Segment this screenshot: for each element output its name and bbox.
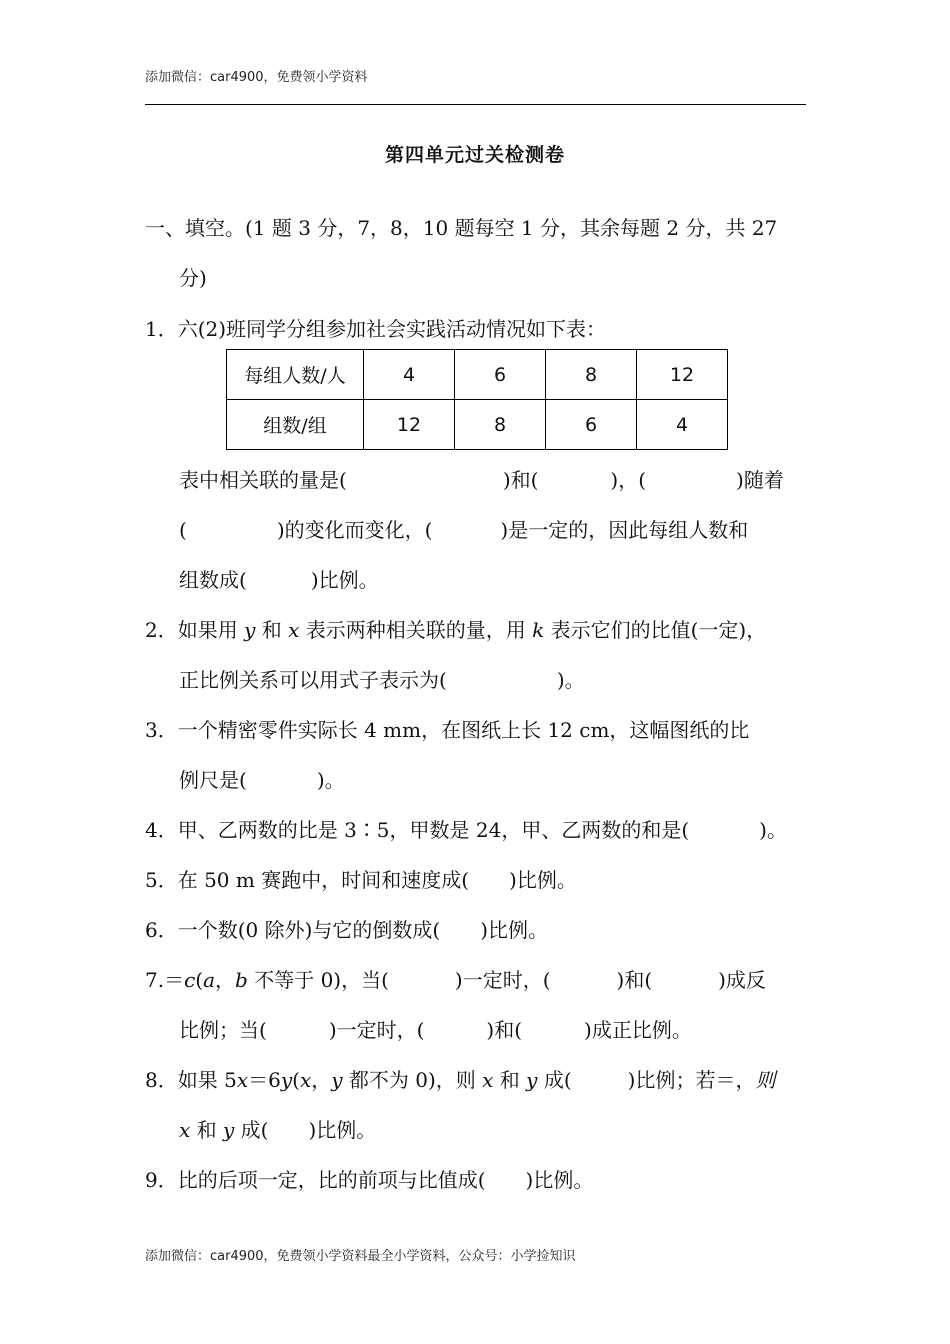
q8-text: 8．如果 5 (145, 1068, 237, 1092)
var-y: y (244, 618, 256, 642)
q7-text: 7.＝ (145, 968, 185, 992)
q1-text: ( (179, 518, 187, 542)
q8-text: 成( (234, 1118, 269, 1142)
q8-text: ＝6 (248, 1068, 281, 1092)
var-x: x (482, 1068, 494, 1092)
var-y: y (280, 1068, 293, 1092)
q9-text: )比例。 (525, 1168, 594, 1192)
question-5 (145, 864, 577, 893)
page-title: 第四单元过关检测卷 (384, 144, 565, 166)
question-3-line-2 (179, 764, 345, 793)
question-1-line-3 (179, 564, 379, 593)
table-cell: 8 (546, 350, 637, 400)
q2-text: 和 (255, 618, 289, 642)
q1-text: 组数成( (179, 568, 247, 592)
table-cell: 8 (455, 400, 546, 450)
table-cell: 6 (546, 400, 637, 450)
var-c: c (184, 968, 196, 992)
table-cell: 4 (364, 350, 455, 400)
var-x: x (179, 1118, 191, 1142)
var-a: a (203, 968, 216, 992)
q1-text: 表中相关联的量是( (179, 468, 347, 492)
var-x: x (288, 618, 300, 642)
q7-text: 不等于 0)，当( (247, 968, 389, 992)
q2-text: 正比例关系可以用式子表示为( (179, 668, 447, 692)
q8-text: )比例。 (308, 1118, 377, 1142)
q6-text: )比例。 (480, 918, 549, 942)
var-y: y (331, 1068, 343, 1092)
data-table (226, 349, 728, 450)
var-x: x (236, 1068, 249, 1092)
q8-text: 和 (190, 1118, 223, 1142)
table-cell: 6 (455, 350, 546, 400)
var-k: k (532, 618, 545, 642)
q1-text: )是一定的，因此每组人数和 (500, 518, 749, 542)
table-cell: 12 (637, 350, 728, 400)
question-7-line-2 (179, 1014, 692, 1043)
question-8-line-2 (179, 1114, 376, 1143)
q7-text: ， (215, 968, 236, 992)
question-1-line-2 (179, 514, 748, 543)
var-y: y (223, 1118, 235, 1142)
q2-text: 2．如果用 (145, 618, 245, 642)
q4-text: 4．甲、乙两数的比是 3∶5，甲数是 24，甲、乙两数的和是( (145, 818, 690, 842)
q8-text: )比例；若＝， (627, 1068, 756, 1092)
q7-text: )和( (486, 1018, 523, 1042)
var-b: b (235, 968, 248, 992)
q7-text: )成反 (718, 968, 766, 992)
q8-text: 和 (493, 1068, 527, 1092)
q7-text: ( (195, 968, 204, 992)
q8-text: 成( (537, 1068, 572, 1092)
page-header: 添加微信：car4900，免费领小学资料 (145, 70, 368, 85)
question-8 (145, 1064, 775, 1093)
q1-text: )的变化而变化，( (276, 518, 433, 542)
question-6 (145, 914, 548, 943)
q3-text: 例尺是( (179, 768, 247, 792)
question-2 (145, 614, 766, 643)
question-9 (145, 1164, 593, 1193)
section-heading: 一、填空。(1 题 3 分，7，8，10 题每空 1 分，其余每题 2 分，共 27 (145, 216, 778, 240)
q1-text: )随着 (736, 468, 784, 492)
q7-text: )和( (616, 968, 653, 992)
q1-text: )比例。 (310, 568, 379, 592)
q1-text: )和( (502, 468, 539, 492)
q6-text: 6．一个数(0 除外)与它的倒数成( (145, 918, 441, 942)
question-1: 1．六(2)班同学分组参加社会实践活动情况如下表： (145, 317, 607, 341)
q4-text: )。 (759, 818, 787, 842)
table-row (227, 400, 728, 450)
q8-text: 则 (755, 1068, 776, 1092)
var-x: x (299, 1068, 312, 1092)
question-4 (145, 814, 787, 843)
q7-text: )一定时，( (454, 968, 551, 992)
question-2-line-2 (179, 664, 585, 693)
question-1-line-1 (179, 464, 784, 493)
q8-text: 都不为 0)，则 (342, 1068, 483, 1092)
q7-text: )成正比例。 (584, 1018, 692, 1042)
table-cell: 12 (364, 400, 455, 450)
var-y: y (526, 1068, 538, 1092)
q2-text: 表示两种相关联的量，用 (299, 618, 533, 642)
question-7 (145, 964, 766, 993)
q7-text: )一定时，( (328, 1018, 425, 1042)
q8-text: ， (311, 1068, 332, 1092)
table-cell: 4 (637, 400, 728, 450)
q2-text: )。 (556, 668, 585, 692)
q5-text: 5．在 50 m 赛跑中，时间和速度成( (145, 868, 470, 892)
table-cell: 每组人数/人 (227, 350, 364, 400)
page-footer: 添加微信：car4900，免费领小学资料最全小学资料，公众号：小学捡知识 (145, 1249, 576, 1264)
q2-text: 表示它们的比值(一定)， (544, 618, 767, 642)
question-3: 3．一个精密零件实际长 4 mm，在图纸上长 12 cm，这幅图纸的比 (145, 718, 750, 742)
table-cell: 组数/组 (227, 400, 364, 450)
q7-text: 比例；当( (179, 1018, 267, 1042)
section-heading-cont: 分) (179, 266, 207, 290)
q3-text: )。 (316, 768, 345, 792)
q9-text: 9．比的后项一定，比的前项与比值成( (145, 1168, 486, 1192)
q5-text: )比例。 (509, 868, 577, 892)
q1-text: )，( (610, 468, 647, 492)
q8-text: ( (292, 1068, 300, 1092)
header-divider (145, 104, 806, 105)
table-row (227, 350, 728, 400)
